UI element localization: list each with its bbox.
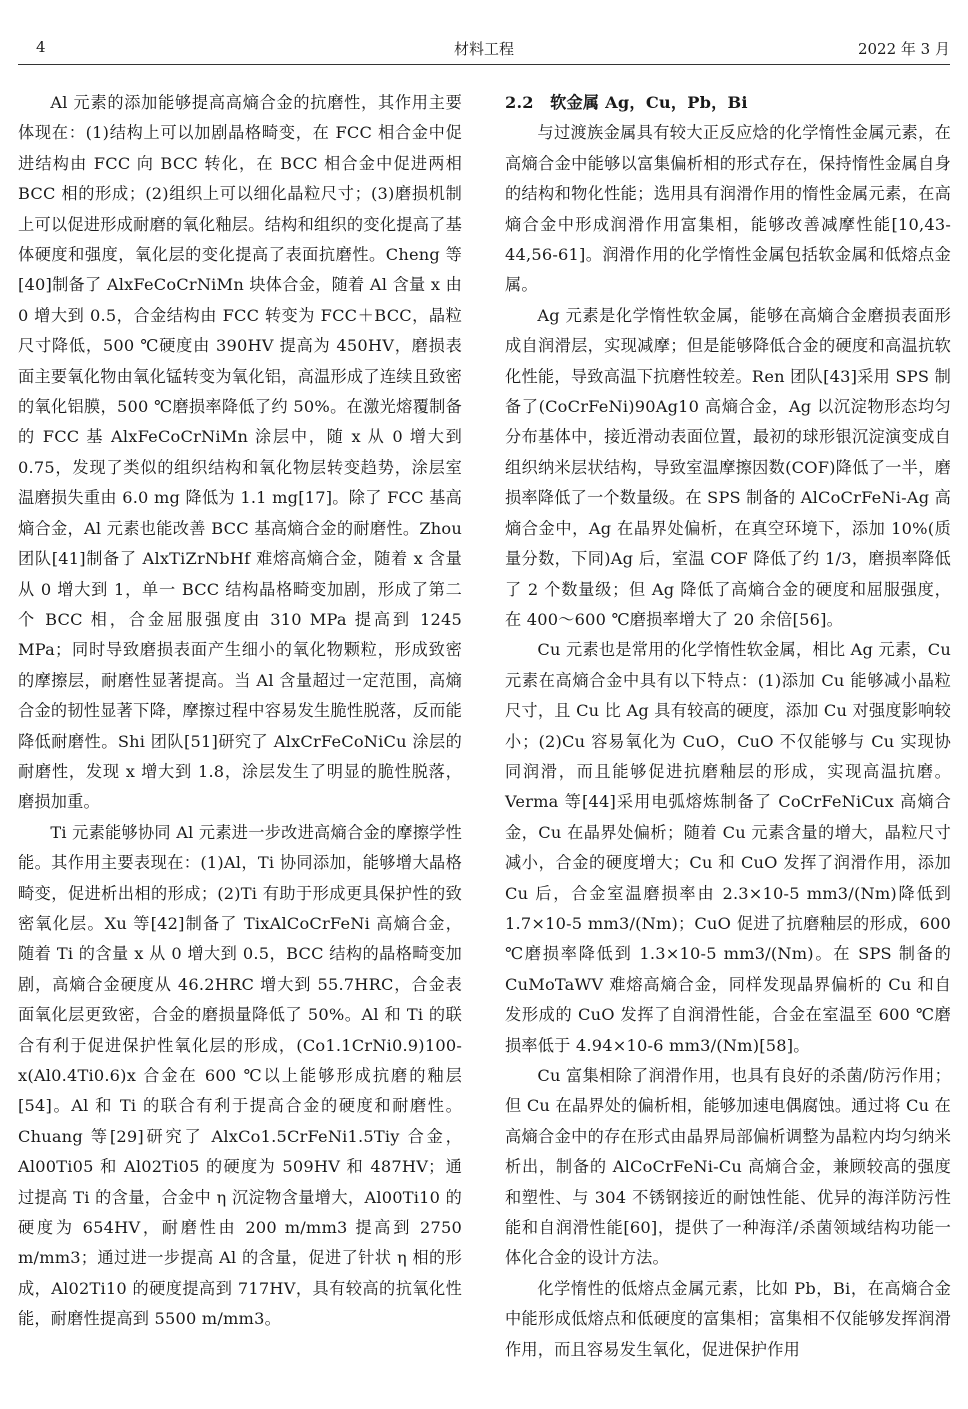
- paragraph-al: Al 元素的添加能够提高高熵合金的抗磨性，其作用主要体现在：(1)结构上可以加剧晶格畸变，在 FCC 相合金中促进结构由 FCC 向 BCC 转化，在 BCC 相合金中促进两相 BCC 相的形成；(2)组织上可以细化晶粒尺寸；(3)磨损机制上可以促进形成耐磨的氧化釉层。结构和组织的变化提高了基体硬度和强度，氧化层的变化提高了表面抗磨性。Cheng 等[40]制备了 AlxFeCoCrNiMn 块体合金，随着 Al 含量 x 由 0 增大到 0.5，合金结构由 FCC 转变为 FCC＋BCC，晶粒尺寸降低，500 ℃硬度由 390HV 提高为 450HV，磨损表面主要氧化物由氧化锰转变为氧化铝，高温形成了连续且致密的氧化铝膜，500 ℃磨损率降低了约 50%。在激光熔覆制备的 FCC 基 AlxFeCoCrNiMn 涂层中，随 x 从 0 增大到 0.75，发现了类似的组织结构和氧化物层转变趋势，涂层室温磨损失重由 6.0 mg 降低为 1.1 mg[17]。除了 FCC 基高熵合金，Al 元素也能改善 BCC 基高熵合金的耐磨性。Zhou 团队[41]制备了 AlxTiZrNbHf 难熔高熵合金，随着 x 含量从 0 增大到 1，单一 BCC 结构晶格畸变加剧，形成了第二个 BCC 相，合金屈服强度由 310 MPa 提高到 1245 MPa；同时导致磨损表面产生细小的氧化物颗粒，形成致密的摩擦层，耐磨性显著提高。当 Al 含量超过一定范围，高熵合金的韧性显著下降，摩擦过程中容易发生脆性脱落，反而能降低耐磨性。Shi 团队[51]研究了 AlxCrFeCoNiCu 涂层的耐磨性，发现 x 增大到 1.8，涂层发生了明显的脆性脱落，磨损加重。: [18, 93, 462, 812]
- issue-date: 2022 年 3 月: [857, 40, 950, 58]
- page-header: [18, 38, 950, 66]
- paragraph-cu: Cu 元素也是常用的化学惰性软金属，相比 Ag 元素，Cu 元素在高熵合金中具有以下特点：(1)添加 Cu 能够减小晶粒尺寸，且 Cu 比 Ag 具有较高的硬度，添加 Cu 对强度影响较小；(2)Cu 容易氧化为 CuO，CuO 不仅能够与 Cu 实现协同润滑，而且能够促进抗磨釉层的形成，实现高温抗磨。Verma 等[44]采用电弧熔炼制备了 CoCrFeNiCux 高熵合金，Cu 在晶界处偏析；随着 Cu 元素含量的增大，晶粒尺寸减小，合金的硬度增大；Cu 和 CuO 发挥了润滑作用，添加 Cu 后，合金室温磨损率由 2.3×10-5 mm3/(Nm)降低到 1.7×10-5 mm3/(Nm)；CuO 促进了抗磨釉层的形成，600 ℃磨损率降低到 1.3×10-5 mm3/(Nm)。在 SPS 制备的 CuMoTaWV 难熔高熵合金，同样发现晶界偏析的 Cu 和自发形成的 CuO 发挥了自润滑性能，合金在室温至 600 ℃磨损率低于 4.94×10-6 mm3/(Nm)[58]。: [505, 640, 951, 1055]
- paragraph-ti: Ti 元素能够协同 Al 元素进一步改进高熵合金的摩擦学性能。其作用主要表现在：(1)Al，Ti 协同添加，能够增大晶格畸变，促进析出相的形成；(2)Ti 有助于形成更具保护性的致密氧化层。Xu 等[42]制备了 TixAlCoCrFeNi 高熵合金，随着 Ti 的含量 x 从 0 增大到 0.5，BCC 结构的晶格畸变加剧，高熵合金硬度从 46.2HRC 增大到 55.7HRC，合金表面氧化层更致密，合金的磨损量降低了 50%。Al 和 Ti 的联合有利于促进保护性氧化层的形成，(Co1.1CrNi0.9)100-x(Al0.4Ti0.6)x 合金在 600 ℃以上能够形成抗磨的釉层[54]。Al 和 Ti 的联合有利于提高合金的硬度和耐磨性。Chuang 等[29]研究了 AlxCo1.5CrFeNi1.5Tiy 合金，Al00Ti05 和 Al02Ti05 的硬度为 509HV 和 487HV；通过提高 Ti 的含量，合金中 η 沉淀物含量增大，Al00Ti10 的硬度为 654HV，耐磨性由 200 m/mm3 提高到 2750 m/mm3；通过进一步提高 Al 的含量，促进了针状 η 相的形成，Al02Ti10 的硬度提高到 717HV，具有较高的抗氧化性能，耐磨性提高到 5500 m/mm3。: [18, 822, 462, 1329]
- paragraph-cu-rich: Cu 富集相除了润滑作用，也具有良好的杀菌/防污作用；但 Cu 在晶界处的偏析相，能够加速电偶腐蚀。通过将 Cu 在高熵合金中的存在形式由晶界局部偏析调整为晶粒内均匀纳米析出，制备的 AlCoCrFeNi-Cu 高熵合金，兼顾较高的强度和塑性、与 304 不锈钢接近的耐蚀性能、优异的海洋防污性能和自润滑性能[60]，提供了一种海洋/杀菌领域结构功能一体化合金的设计方法。: [505, 1066, 951, 1268]
- section-heading: 2.2 软金属 Ag，Cu，Pb，Bi: [505, 93, 748, 112]
- paragraph-low-melting: 化学惰性的低熔点金属元素，比如 Pb，Bi，在高熵合金中能形成低熔点和低硬度的富集相；富集相不仅能够发挥润滑作用，而且容易发生氧化，促进保护作用: [505, 1278, 951, 1359]
- page-number: 4: [36, 38, 46, 56]
- header-rule: [18, 64, 950, 65]
- left-column: [18, 88, 462, 1335]
- paragraph-ag: Ag 元素是化学惰性软金属，能够在高熵合金磨损表面形成自润滑层，实现减摩；但是能够降低合金的硬度和高温抗软化性能，导致高温下抗磨性较差。Ren 团队[43]采用 SPS 制备了(CoCrFeNi)90Ag10 高熵合金，Ag 以沉淀物形态均匀分布基体中，接近滑动表面位置，最初的球形银沉淀演变成自组织纳米层状结构，导致室温摩擦因数(COF)降低了一半，磨损率降低了一个数量级。在 SPS 制备的 AlCoCrFeNi-Ag 高熵合金中，Ag 在晶界处偏析，在真空环境下，添加 10%(质量分数，下同)Ag 后，室温 COF 降低了约 1/3，磨损率降低了 2 个数量级；但 Ag 降低了高熵合金的硬度和屈服强度，在 400～600 ℃磨损率增大了 20 余倍[56]。: [505, 305, 951, 629]
- journal-title: 材料工程: [453, 40, 514, 58]
- right-column: [505, 88, 951, 1365]
- paragraph-inert-metals: 与过渡族金属具有较大正反应焓的化学惰性金属元素，在高熵合金中能够以富集偏析相的形式存在，保持惰性金属自身的结构和物化性能；选用具有润滑作用的惰性金属元素，在高熵合金中形成润滑作用富集相，能够改善减摩性能[10,43-44,56-61]。润滑作用的化学惰性金属包括软金属和低熔点金属。: [505, 123, 951, 295]
